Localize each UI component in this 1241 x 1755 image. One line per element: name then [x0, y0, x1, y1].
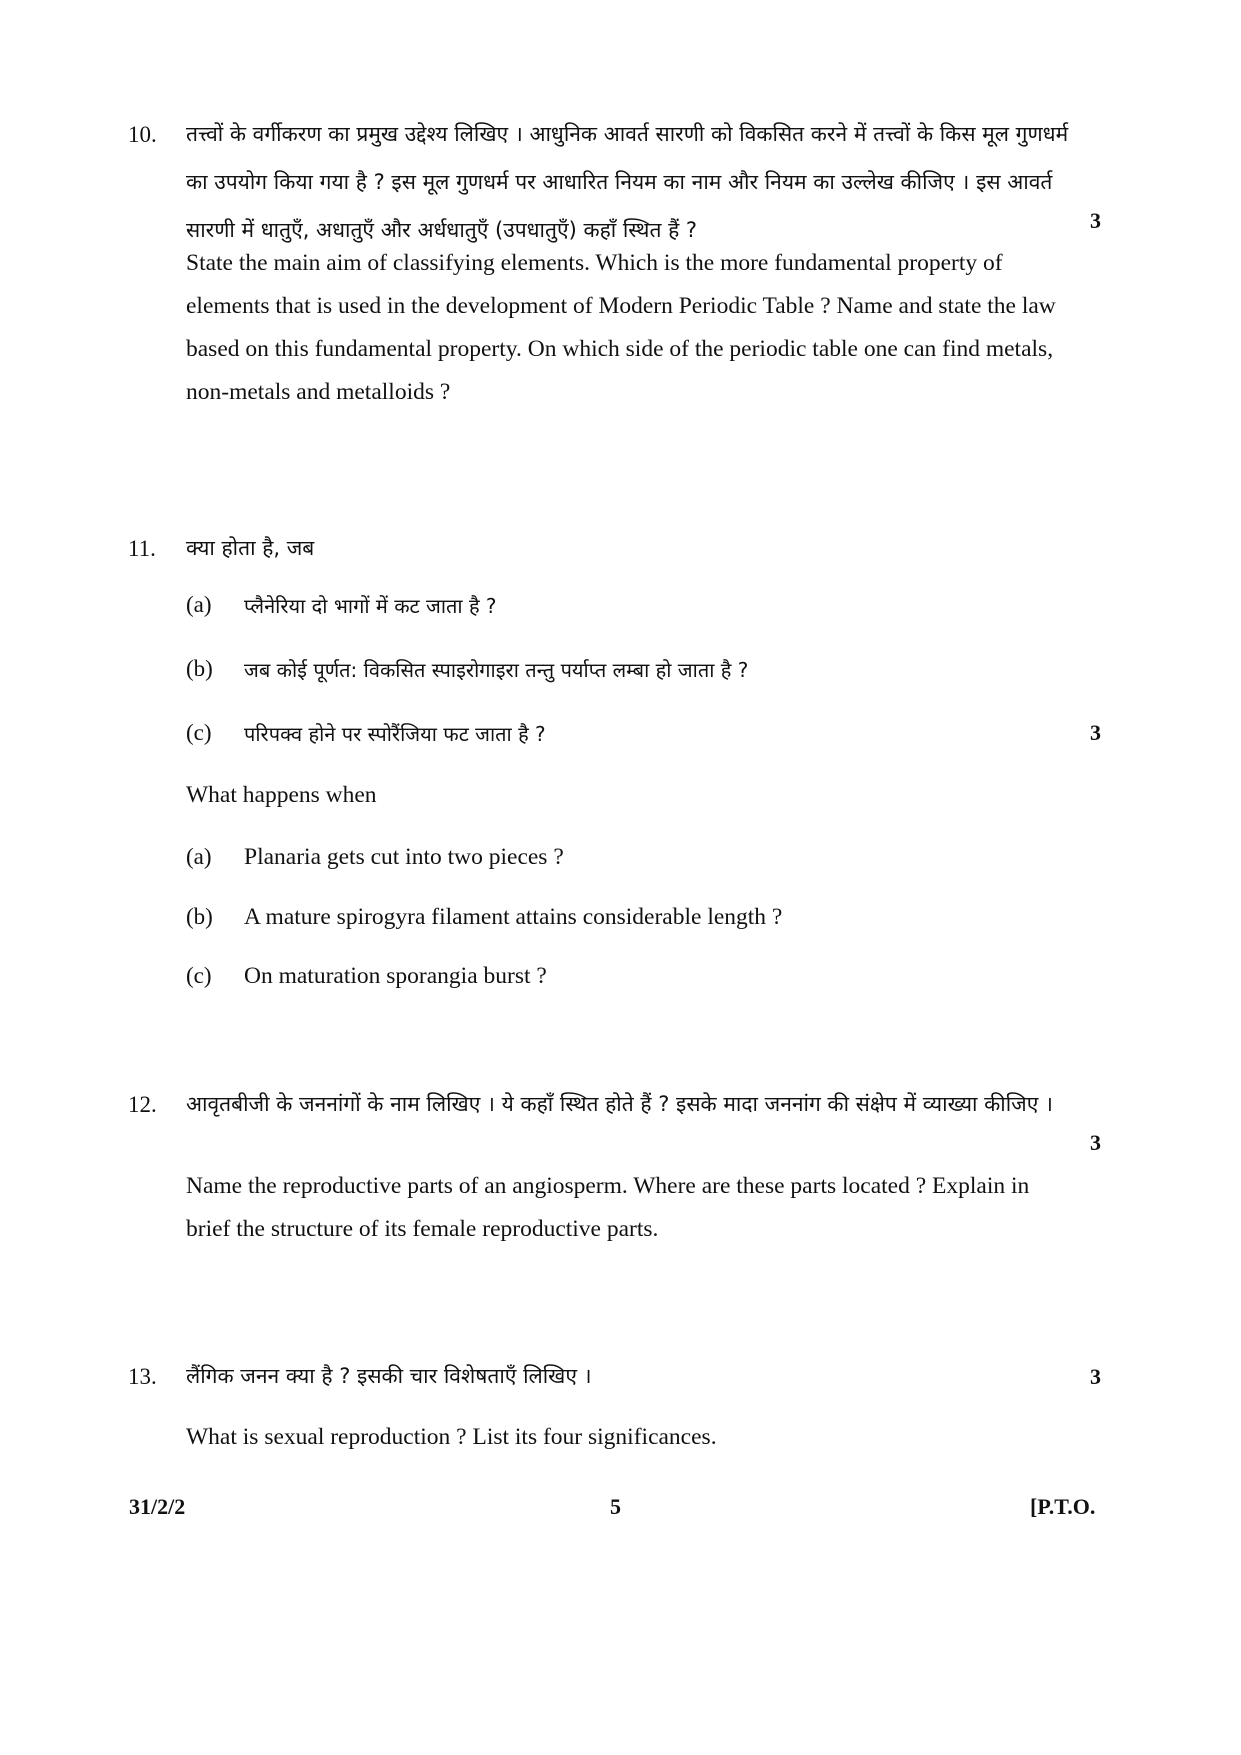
question-text-english: State the main aim of classifying elements. Which is the more fundamental property of elements that is used in the development of Modern Periodic Table ? Name and state the law based on this fundamental property. On which side of the periodic table one can find metals, non-metals and metalloids ?: [186, 250, 1056, 405]
question-number: 13.: [128, 1364, 157, 1389]
marks-label: 3: [1090, 1364, 1101, 1389]
sub-question-label: (a): [186, 592, 212, 617]
sub-question-a-english: [186, 844, 1086, 884]
sub-question-label: (a): [186, 844, 212, 869]
pto-label: [P.T.O.: [1030, 1494, 1096, 1519]
sub-question-label: (b): [186, 656, 213, 681]
question-text-english: Name the reproductive parts of an angiosperm. Where are these parts located ? Explain in brief the structure of its female reproductive parts.: [186, 1173, 1030, 1242]
question-number: 11.: [128, 536, 156, 561]
question-number: 10.: [128, 122, 157, 147]
sub-question-b-english: [186, 904, 1086, 944]
marks-label: 3: [1090, 208, 1101, 233]
marks-label: 3: [1090, 1130, 1101, 1155]
sub-question-label: (b): [186, 904, 213, 929]
question-text-english: What is sexual reproduction ? List its four significances.: [186, 1424, 717, 1450]
question-text-hindi: लैंगिक जनन क्या है ? इसकी चार विशेषताएँ लिखिए ।: [186, 1364, 592, 1388]
sub-question-a-hindi: [186, 592, 1086, 632]
sub-question-text: On maturation sporangia burst ?: [244, 963, 547, 989]
question-text-hindi: तत्त्वों के वर्गीकरण का प्रमुख उद्देश्य लिखिए । आधुनिक आवर्त सारणी को विकसित करने में तत्त्वों के किस मूल गुणधर्म का उपयोग किया गया है ? इस मूल गुणधर्म पर आधारित नियम का नाम और नियम का उल्लेख कीजिए । इस आवर्त सारणी में धातुएँ, अधातुएँ और अर्धधातुएँ (उपधातुएँ) कहाँ स्थित हैं ?: [186, 122, 1069, 242]
question-number: 12.: [128, 1092, 157, 1117]
page-number: 5: [610, 1494, 621, 1519]
question-text-hindi: आवृतबीजी के जननांगों के नाम लिखिए । ये कहाँ स्थित होते हैं ? इसके मादा जननांग की संक्षेप में व्याख्या कीजिए ।: [186, 1092, 1053, 1116]
sub-question-text: प्लैनेरिया दो भागों में कट जाता है ?: [244, 594, 497, 618]
question-intro-english: What happens when: [186, 782, 377, 808]
sub-question-label: (c): [186, 720, 212, 745]
sub-question-c-hindi: [186, 720, 1086, 760]
sub-question-text: जब कोई पूर्णत: विकसित स्पाइरोगाइरा तन्तु पर्याप्त लम्बा हो जाता है ?: [244, 658, 749, 682]
sub-question-c-english: [186, 963, 1086, 1003]
sub-question-text: A mature spirogyra filament attains considerable length ?: [244, 904, 783, 930]
sub-question-text: Planaria gets cut into two pieces ?: [244, 844, 564, 870]
sub-question-text: परिपक्व होने पर स्पोरैंजिया फट जाता है ?: [244, 722, 546, 746]
sub-question-label: (c): [186, 963, 212, 988]
paper-code: 31/2/2: [129, 1494, 186, 1519]
sub-question-b-hindi: [186, 656, 1086, 696]
marks-label: 3: [1090, 720, 1101, 745]
question-intro-hindi: क्या होता है, जब: [186, 536, 315, 560]
